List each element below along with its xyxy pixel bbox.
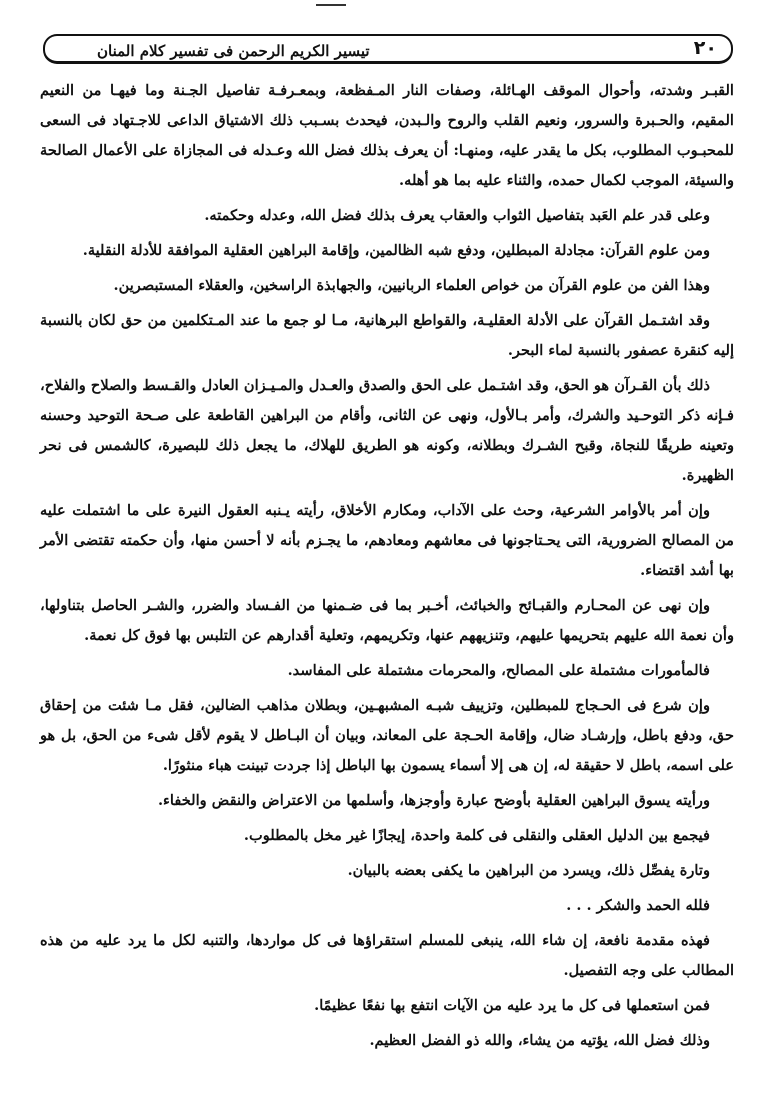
paragraph: ورأيته يسوق البراهين العقلية بأوضح عبارة وأوجزها، وأسلمها من الاعتراض والنقض والخفاء.	[157, 792, 710, 809]
paragraph: فيجمع بين الدليل العقلى والنقلى فى كلمة واحدة، إيجازًا غير مخل بالمطلوب.	[243, 827, 710, 844]
paragraph: فلله الحمد والشكر . . .	[566, 897, 710, 914]
running-header	[43, 34, 733, 64]
book-title: تيسير الكريم الرحمن فى تفسير كلام المنان	[97, 42, 370, 60]
paragraph: وذلك فضل الله، يؤتيه من يشاء، والله ذو الفضل العظيم.	[369, 1032, 710, 1049]
page-number: ٢٠	[693, 37, 717, 59]
paragraph-continuation: القبـر وشدته، وأحوال الموقف الهـائلة، وصفات النار المـفظعة، وبمعـرفـة تفاصيل الجـنة وما فيهـا من النعيم المقيم، والحـبرة والسرور، ونعيم القلب والروح والـبدن، فيحدث بسـبب ذلك الاشتياق الداعى للاجـتهاد فى السعى للمحبـوب المطلوب، بكل ما يقدر عليه، ومنهـا: أن يعرف بذلك فضل الله وعـدله فى المجازاة على الأعمال الصالحة والسيئة، الموجب لكمال حمده، والثناء عليه بما هو أهله.	[40, 82, 734, 189]
paragraph: وهذا الفن من علوم القرآن من خواص العلماء الربانيين، والجهابذة الراسخين، والعقلاء المستبصرين.	[113, 277, 710, 294]
page-body	[40, 76, 734, 1061]
paragraph: فالمأمورات مشتملة على المصالح، والمحرمات مشتملة على المفاسد.	[287, 662, 710, 679]
paragraph: فمن استعملها فى كل ما يرد عليه من الآيات انتفع بها نفعًا عظيمًا.	[314, 997, 710, 1014]
paragraph: وقد اشتـمل القرآن على الأدلة العقليـة، والقواطع البرهانية، مـا لو جمع ما عند المـتكلمين من حق لكان بالنسبة إليه كنقرة عصفور بالنسبة لماء البحر.	[40, 312, 734, 359]
paragraph: وإن شرع فى الحـجاج للمبطلين، وتزييف شبـه المشبهـين، وبطلان مذاهب الضالين، فقل مـا شئت من إحقاق حق، ودفع باطل، وإرشـاد ضال، وإقامة الحـجة على المعاند، وبيان أن البـاطل لا يقوم لأقل شىء من الحق، بل هو على اسمه، باطل لا حقيقة له، إن هى إلا أسماء يسمون بها الباطل إذا جردت تبينت هباء منثورًا.	[40, 697, 734, 774]
paragraph: فهذه مقدمة نافعة، إن شاء الله، ينبغى للمسلم استقراؤها فى كل مواردها، والتنبه لكل ما يرد عليه من هذه المطالب على وجه التفصيل.	[40, 932, 734, 979]
paragraph: وتارة يفصِّل ذلك، ويسرد من البراهين ما يكفى بعضه بالبيان.	[347, 862, 710, 879]
top-mark	[316, 4, 346, 6]
paragraph: ذلك بأن القـرآن هو الحق، وقد اشتـمل على الحق والصدق والعـدل والمـيـزان العادل والقـسط والصلاح والفلاح، فـإنه ذكر التوحـيد والشرك، وأمر بـالأول، ونهى عن الثانى، وأقام من البراهين القاطعة على صـحة التوحيد وحسنه وتعينه طريقًا للنجاة، وقبح الشـرك وبطلانه، وكونه هو الطريق للهلاك، ما يجعل ذلك للبصيرة، كالشمس فى نحر الظهيرة.	[40, 377, 734, 484]
paragraph: وعلى قدر علم العَبد بتفاصيل الثواب والعقاب يعرف بذلك فضل الله، وعدله وحكمته.	[204, 207, 710, 224]
paragraph: وإن نهى عن المحـارم والقبـائح والخبائث، أخـبر بما فى ضـمنها من الفـساد والضرر، والشـر الحاصل بتناولها، وأن نعمة الله عليهم بتحريمها عليهم، وتنزيههم عنها، وتكريمهم، وتعلية أقدارهم عن التلبس بها فوق كل نعمة.	[40, 597, 734, 644]
paragraph: ومن علوم القرآن: مجادلة المبطلين، ودفع شبه الظالمين، وإقامة البراهين العقلية الموافقة للأدلة النقلية.	[82, 242, 710, 259]
paragraph: وإن أمر بالأوامر الشرعية، وحث على الآداب، ومكارم الأخلاق، رأيته يـنبه العقول النيرة على ما اشتملت عليه من المصالح الضرورية، التى يحـتاجونها فى معاشهم ومعادهم، ما يجـزم بأنه لا أحسن منها، وأن حكمته تقتضى الأمر بها أشد اقتضاء.	[40, 502, 734, 579]
